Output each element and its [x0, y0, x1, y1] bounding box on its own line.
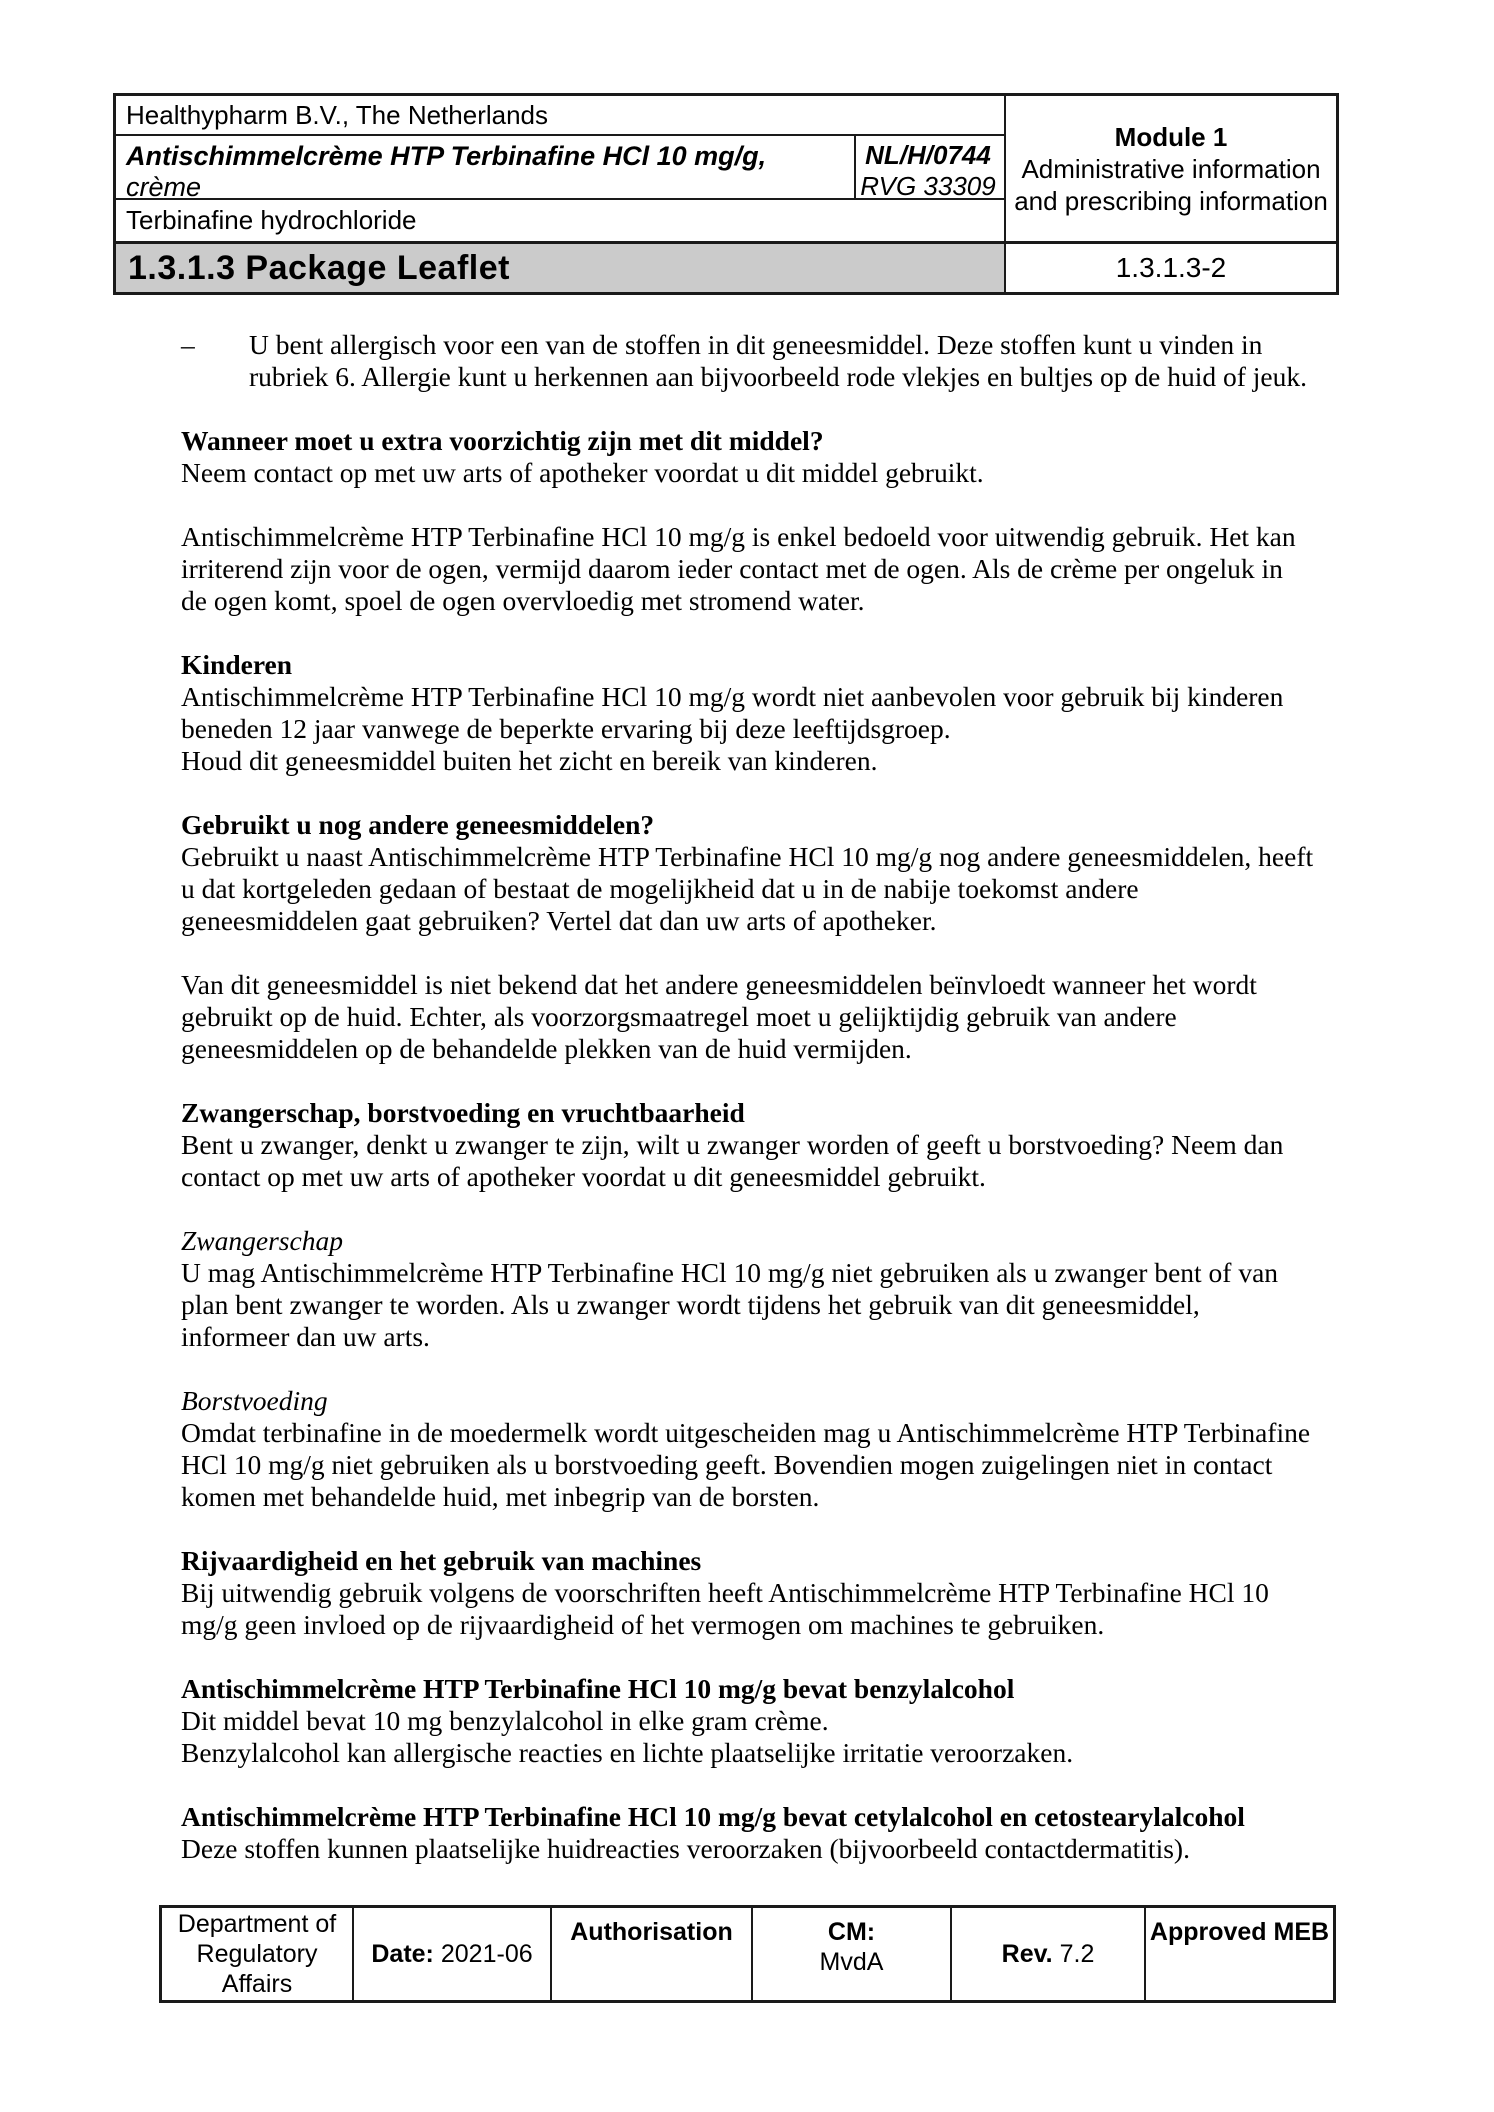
paragraph-spacer: [181, 1513, 1315, 1545]
body-heading: Zwangerschap: [181, 1225, 343, 1256]
module-title: Module 1: [1114, 121, 1228, 152]
module-subtitle-1: Administrative information: [1021, 153, 1321, 184]
rev-value: 7.2: [1059, 1940, 1095, 1968]
body-paragraph: Neem contact op met uw arts of apotheker voordat u dit middel gebruikt.: [181, 457, 984, 488]
bullet-item: [181, 329, 1315, 393]
header-left-section: [116, 96, 1004, 292]
body-paragraph: Dit middel bevat 10 mg benzylalcohol in elke gram crème.: [181, 1705, 829, 1736]
body-paragraph: Bij uitwendig gebruik volgens de voorschriften heeft Antischimmelcrème HTP Terbinafine HCl 10 mg/g geen invloed op de rijvaardigheid of het vermogen om machines te gebruiken.: [181, 1577, 1269, 1640]
footer-approved-cell: [1144, 1908, 1333, 2000]
body-paragraph: Antischimmelcrème HTP Terbinafine HCl 10 mg/g is enkel bedoeld voor uitwendig gebruik. Het kan irriterend zijn voor de ogen, vermijd daarom ieder contact met de ogen. Als de crème per ongeluk in de ogen komt, spoel de ogen overvloedig met stromend water.: [181, 521, 1296, 616]
footer-cm-cell: [751, 1908, 950, 2000]
paragraph-spacer: [181, 1193, 1315, 1225]
body-paragraph: Antischimmelcrème HTP Terbinafine HCl 10 mg/g wordt niet aanbevolen voor gebruik bij kinderen beneden 12 jaar vanwege de beperkte ervaring bij deze leeftijdsgroep.: [181, 681, 1284, 744]
body-paragraph: Benzylalcohol kan allergische reacties en lichte plaatselijke irritatie veroorzaken.: [181, 1737, 1074, 1768]
date-value: 2021-06: [440, 1940, 533, 1968]
leaflet-body: [181, 329, 1315, 1865]
header-right-section: [1004, 96, 1336, 292]
cm-value: MvdA: [819, 1948, 884, 1976]
procedure-number: NL/H/0744: [865, 140, 991, 170]
body-heading: Zwangerschap, borstvoeding en vruchtbaarheid: [181, 1097, 745, 1128]
department-line-1: Department of: [177, 1910, 337, 1938]
page-reference: 1.3.1.3-2: [1115, 252, 1227, 283]
code-cell: [854, 136, 1004, 201]
module-cell: [1006, 96, 1336, 244]
footer-revision-cell: [950, 1908, 1144, 2000]
rev-label: Rev.: [1001, 1940, 1053, 1968]
body-paragraph: Bent u zwanger, denkt u zwanger te zijn, wilt u zwanger worden of geeft u borstvoeding? Neem dan contact op met uw arts of apotheker voordat u dit geneesmiddel gebruikt.: [181, 1129, 1284, 1192]
body-paragraph: U mag Antischimmelcrème HTP Terbinafine HCl 10 mg/g niet gebruiken als u zwanger bent of van plan bent zwanger te worden. Als u zwanger wordt tijdens het gebruik van dit geneesmiddel, informeer dan uw arts.: [181, 1257, 1279, 1352]
company-row: [116, 96, 1004, 136]
body-paragraph: Deze stoffen kunnen plaatselijke huidreacties veroorzaken (bijvoorbeeld contactdermatitis).: [181, 1833, 1190, 1864]
body-heading: Antischimmelcrème HTP Terbinafine HCl 10 mg/g bevat cetylalcohol en cetostearylalcohol: [181, 1801, 1245, 1832]
approved-label: Approved MEB: [1149, 1918, 1330, 1946]
body-heading: Rijvaardigheid en het gebruik van machines: [181, 1545, 702, 1576]
paragraph-spacer: [181, 1641, 1315, 1673]
product-form: crème: [126, 172, 202, 202]
body-paragraph: Van dit geneesmiddel is niet bekend dat het andere geneesmiddelen beïnvloedt wanneer het wordt gebruikt op de huid. Echter, als voorzorgsmaatregel moet u gelijktijdig gebruik van andere geneesmiddelen op de behandelde plekken van de huid vermijden.: [181, 969, 1257, 1064]
paragraph-spacer: [181, 777, 1315, 809]
section-title-bar: [116, 244, 1004, 292]
product-row: [116, 136, 1004, 200]
paragraph-spacer: [181, 617, 1315, 649]
body-paragraph: Omdat terbinafine in de moedermelk wordt uitgescheiden mag u Antischimmelcrème HTP Terbinafine HCl 10 mg/g niet gebruiken als u borstvoeding geeft. Bovendien mogen zuigelingen niet in contact komen met behandelde huid, met inbegrip van de borsten.: [181, 1417, 1311, 1512]
body-heading: Gebruikt u nog andere geneesmiddelen?: [181, 809, 655, 840]
header-table: [113, 93, 1339, 295]
body-heading: Antischimmelcrème HTP Terbinafine HCl 10 mg/g bevat benzylalcohol: [181, 1673, 1015, 1704]
rvg-number: RVG 33309: [860, 171, 996, 201]
footer-date: [371, 1939, 532, 1969]
section-title: 1.3.1.3 Package Leaflet: [128, 248, 510, 287]
substance-row: [116, 200, 1004, 244]
bullet-dash: –: [181, 329, 195, 360]
body-heading: Kinderen: [181, 649, 293, 680]
page-reference-cell: [1006, 244, 1336, 292]
body-heading: Wanneer moet u extra voorzichtig zijn met dit middel?: [181, 425, 824, 456]
authorisation-label: Authorisation: [570, 1918, 733, 1946]
paragraph-spacer: [181, 489, 1315, 521]
paragraph-spacer: [181, 1769, 1315, 1801]
footer-table: [159, 1905, 1336, 2003]
footer-authorisation-cell: [550, 1908, 751, 2000]
paragraph-spacer: [181, 393, 1315, 425]
paragraph-spacer: [181, 1353, 1315, 1385]
department-line-2: Regulatory Affairs: [196, 1940, 318, 1998]
footer-date-cell: [352, 1908, 550, 2000]
date-label: Date:: [371, 1940, 434, 1968]
footer-revision: [1002, 1939, 1095, 1969]
product-name: Antischimmelcrème HTP Terbinafine HCl 10 mg/g,: [126, 141, 767, 171]
body-heading: Borstvoeding: [181, 1385, 328, 1416]
body-paragraph: Houd dit geneesmiddel buiten het zicht en bereik van kinderen.: [181, 745, 878, 776]
footer-department-cell: [162, 1908, 352, 2000]
module-subtitle-2: and prescribing information: [1014, 185, 1328, 216]
body-paragraph: Gebruikt u naast Antischimmelcrème HTP Terbinafine HCl 10 mg/g nog andere geneesmiddelen, heeft u dat kortgeleden gedaan of bestaat de mogelijkheid dat u in de nabije toekomst andere geneesmiddelen gaat gebruiken? Vertel dat dan uw arts of apotheker.: [181, 841, 1314, 936]
cm-label: CM:: [827, 1918, 876, 1946]
paragraph-spacer: [181, 1065, 1315, 1097]
bullet-text: U bent allergisch voor een van de stoffen in dit geneesmiddel. Deze stoffen kunt u vinden in rubriek 6. Allergie kunt u herkennen aan bijvoorbeeld rode vlekjes en bultjes op de huid of jeuk.: [249, 329, 1307, 392]
paragraph-spacer: [181, 937, 1315, 969]
company-name: Healthypharm B.V., The Netherlands: [126, 99, 549, 130]
active-substance: Terbinafine hydrochloride: [126, 205, 417, 235]
product-cell: [116, 136, 854, 202]
